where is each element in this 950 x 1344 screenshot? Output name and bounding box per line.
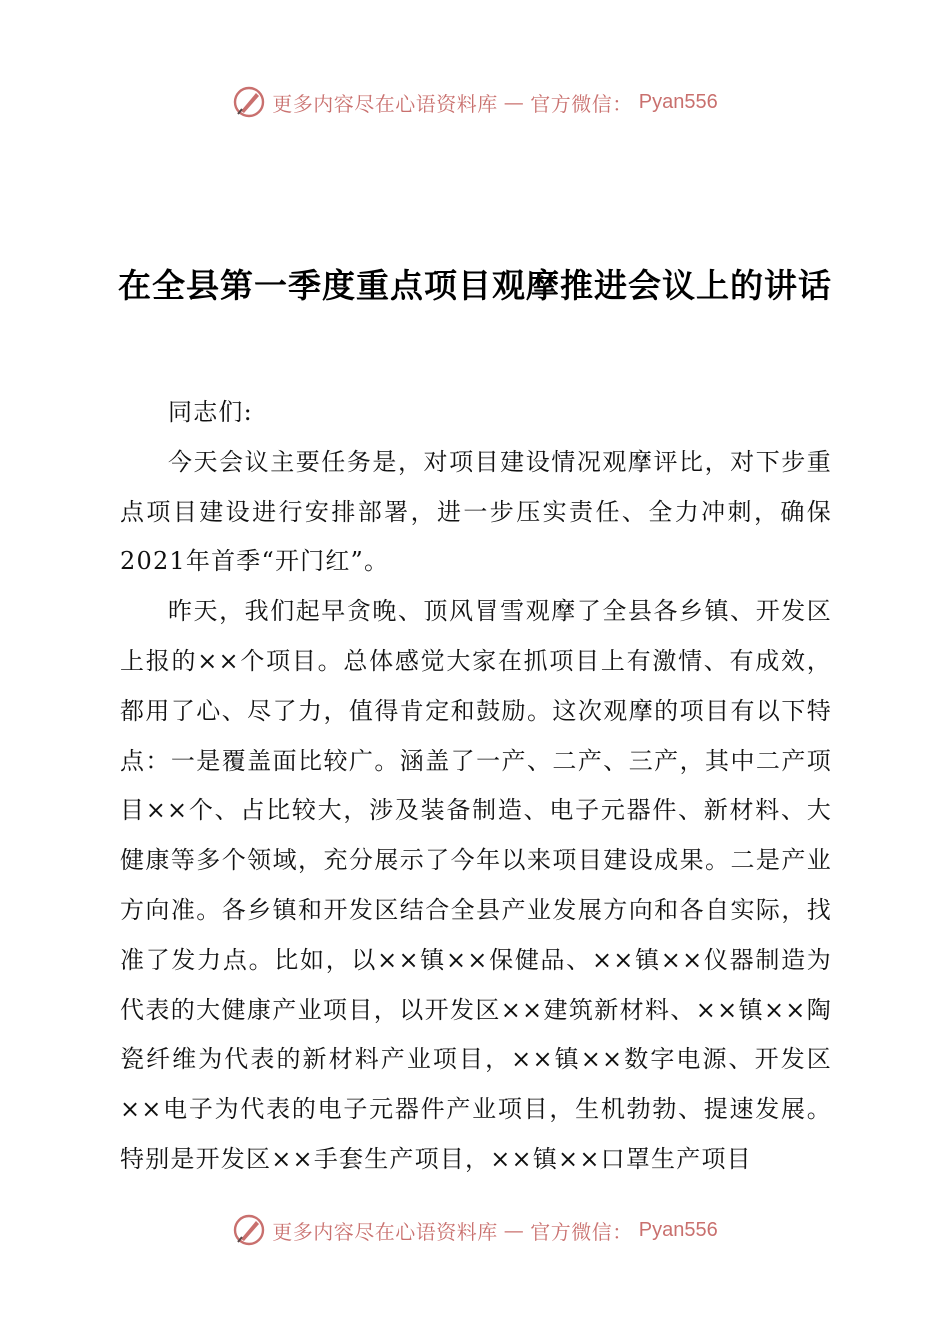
watermark-label: 官方微信： [530,1219,633,1244]
quill-logo-icon [232,1213,266,1247]
watermark-dash: — [503,90,525,114]
document-title: 在全县第一季度重点项目观摩推进会议上的讲话 [118,266,832,305]
watermark-dash: — [503,1218,525,1242]
salutation: 同志们: [168,398,253,426]
header-watermark [0,82,950,122]
watermark-label: 官方微信： [530,91,633,116]
watermark-main-text: 更多内容尽在心语资料库 [272,91,498,116]
document-body [120,388,832,1185]
paragraph: 今天会议主要任务是，对项目建设情况观摩评比，对下步重点项目建设进行安排部署，进一步压实责任、全力冲刺，确保2021年首季“开门红”。 [120,447,832,576]
paragraph: 昨天，我们起早贪晚、顶风冒雪观摩了全县各乡镇、开发区上报的××个项目。总体感觉大家在抓项目上有激情、有成效，都用了心、尽了力，值得肯定和鼓励。这次观摩的项目有以下特点：一是覆盖面比较广。涵盖了一产、二产、三产，其中二产项目××个、占比较大，涉及装备制造、电子元器件、新材料、大健康等多个领域，充分展示了今年以来项目建设成果。二是产业方向准。各乡镇和开发区结合全县产业发展方向和各自实际，找准了发力点。比如，以××镇××保健品、××镇××仪器制造为代表的大健康产业项目，以开发区××建筑新材料、××镇××陶瓷纤维为代表的新材料产业项目，××镇××数字电源、开发区××电子为代表的电子元器件产业项目，生机勃勃、提速发展。特别是开发区××手套生产项目，××镇××口罩生产项目 [120,597,832,1173]
watermark-main-text: 更多内容尽在心语资料库 [272,1219,498,1244]
footer-watermark [0,1210,950,1250]
quill-logo-icon [232,85,266,119]
watermark-wechat-id: Pyan556 [638,90,718,113]
watermark-wechat-id: Pyan556 [638,1218,718,1241]
